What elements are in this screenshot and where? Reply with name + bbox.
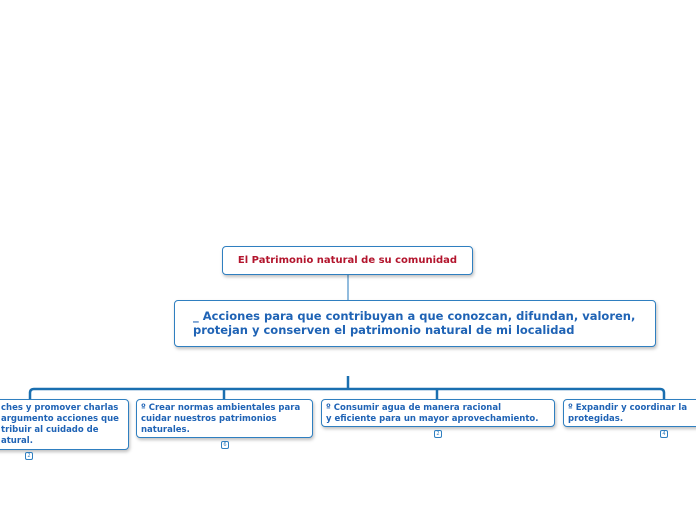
collapsed-count-badge[interactable]: 4 bbox=[660, 430, 668, 438]
collapsed-count-badge[interactable]: 2 bbox=[434, 430, 442, 438]
subtopic-agua[interactable] bbox=[321, 399, 555, 427]
subtopic-expandir[interactable] bbox=[563, 399, 696, 427]
branch-bus-connector bbox=[30, 389, 664, 399]
main-topic[interactable] bbox=[174, 300, 656, 347]
subtopic-line: atural. bbox=[1, 436, 33, 446]
subtopic-line: y eficiente para un mayor aprovechamiento. bbox=[326, 414, 539, 424]
root-topic[interactable] bbox=[222, 246, 473, 275]
main-topic-line-2: protejan y conserven el patrimonio natural de mi localidad bbox=[193, 323, 575, 337]
subtopic-line: tribuir al cuidado de bbox=[1, 425, 99, 435]
subtopic-line: º Consumir agua de manera racional bbox=[326, 403, 502, 413]
subtopic-line: naturales. bbox=[141, 425, 190, 435]
collapsed-count-badge[interactable]: 2 bbox=[25, 452, 33, 460]
subtopic-line: argumento acciones que bbox=[1, 414, 119, 424]
subtopic-line: º Crear normas ambientales para bbox=[141, 403, 301, 413]
subtopic-line: cuidar nuestros patrimonios bbox=[141, 414, 277, 424]
subtopic-line: protegidas. bbox=[568, 414, 624, 424]
root-topic-label: El Patrimonio natural de su comunidad bbox=[237, 255, 458, 266]
subtopic-charlas[interactable] bbox=[0, 399, 129, 450]
subtopic-line: º Expandir y coordinar la bbox=[568, 403, 688, 413]
main-topic-line-1: _ Acciones para que contribuyan a que conozcan, difundan, valoren, bbox=[193, 309, 636, 323]
subtopic-line: ches y promover charlas bbox=[1, 403, 119, 413]
collapsed-count-badge[interactable]: 6 bbox=[221, 441, 229, 449]
subtopic-normas[interactable] bbox=[136, 399, 313, 438]
